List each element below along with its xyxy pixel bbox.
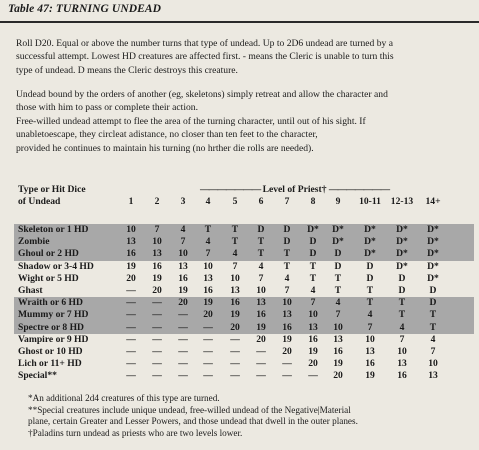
turn-value: D* <box>396 236 408 248</box>
turn-value: 19 <box>203 297 213 309</box>
turn-value: D <box>257 224 265 235</box>
turn-value: 7 <box>367 321 373 333</box>
turn-value: 19 <box>230 309 240 321</box>
turn-value: T <box>204 224 212 235</box>
turn-value: D <box>309 248 317 260</box>
turn-value: — <box>152 333 162 345</box>
turn-value: 20 <box>203 309 213 321</box>
rules-line: provided he continues to maintain his turning (no hrther die rolls are needed). <box>16 142 314 154</box>
turn-value: — <box>126 333 136 345</box>
turn-value: 7 <box>310 297 316 309</box>
turn-value: D <box>366 272 374 284</box>
turn-value: 19 <box>178 284 188 296</box>
turn-value: 7 <box>205 248 211 260</box>
turn-value: 19 <box>308 345 318 357</box>
turn-value: 4 <box>399 321 405 333</box>
turn-value: — <box>126 358 136 370</box>
turn-value: 16 <box>333 345 343 357</box>
turn-value: 10 <box>203 260 213 272</box>
turn-value: 4 <box>430 333 436 345</box>
turn-value: — <box>178 309 188 321</box>
turn-value: — <box>126 297 136 309</box>
turn-value: D <box>429 297 437 309</box>
intro-line: successful attempt. Lowest HD creatures are affected first. - means the Cleric is unable to turn this <box>16 51 394 63</box>
turn-value: T <box>283 248 291 260</box>
footnote: **Special creatures include unique undead, free-willed undead of the Negative|Material <box>28 404 351 415</box>
header-type-label: Type or Hit Dice <box>18 184 86 195</box>
turn-value: T <box>398 309 406 321</box>
turn-value: 19 <box>333 358 343 370</box>
turn-value: 10 <box>256 284 266 296</box>
rules-paragraph <box>16 88 476 155</box>
undead-type: Zombie <box>18 236 50 248</box>
turn-value: D <box>309 236 317 248</box>
turn-value: 16 <box>282 321 292 333</box>
turn-value: — <box>256 370 266 382</box>
footnote: *An additional 2d4 creatures of this type are turned. <box>28 393 220 403</box>
undead-type: Lich or 11+ HD <box>18 358 82 370</box>
turn-value: — <box>178 333 188 345</box>
turn-value: D* <box>427 272 439 284</box>
turning-table <box>14 182 474 382</box>
turn-value: — <box>178 358 188 370</box>
undead-type: Skeleton or 1 HD <box>18 224 89 235</box>
table-row <box>14 297 474 309</box>
turn-value: 16 <box>152 260 162 272</box>
turn-value: — <box>178 370 188 382</box>
turn-value: 20 <box>230 321 240 333</box>
table-row <box>14 346 474 358</box>
turn-value: 16 <box>397 370 407 382</box>
turn-value: — <box>230 358 240 370</box>
turn-value: 4 <box>232 248 238 260</box>
turn-value: 7 <box>258 272 264 284</box>
turn-value: — <box>282 358 292 370</box>
undead-type: Ghoul or 2 HD <box>18 248 79 260</box>
turn-value: 7 <box>335 309 341 321</box>
column-header: 4 <box>205 196 211 207</box>
column-header: 12-13 <box>390 196 414 207</box>
turn-value: 19 <box>152 272 162 284</box>
turn-value: — <box>203 370 213 382</box>
turn-value: — <box>230 370 240 382</box>
table-row <box>14 370 474 382</box>
table-row <box>14 285 474 297</box>
turn-value: — <box>126 370 136 382</box>
turn-value: T <box>334 272 342 284</box>
column-header: 6 <box>258 196 264 207</box>
turn-value: 13 <box>308 321 318 333</box>
column-headers <box>14 196 474 210</box>
turn-value: 7 <box>430 345 436 357</box>
rules-line: unabletoescape, they circleat adistance, no closer than ten feet to the character, <box>16 129 318 141</box>
turn-value: 10 <box>308 309 318 321</box>
footnote: plane, certain Greater and Lesser Powers, and those undead that dwell in the outer planes. <box>28 416 358 427</box>
turn-value: — <box>126 284 136 296</box>
turn-value: — <box>178 345 188 357</box>
rules-line: Undead bound by the orders of another (eg, skeletons) simply retreat and allow the character and <box>16 89 388 100</box>
turn-value: 20 <box>256 333 266 345</box>
turn-value: — <box>203 345 213 357</box>
turn-value: 4 <box>180 224 186 235</box>
turn-value: 16 <box>308 333 318 345</box>
turn-value: D <box>366 260 374 272</box>
turn-value: 10 <box>333 321 343 333</box>
turn-value: — <box>203 333 213 345</box>
turn-value: 13 <box>333 333 343 345</box>
turn-value: 16 <box>256 309 266 321</box>
turn-value: 10 <box>152 236 162 248</box>
turn-value: D <box>283 224 291 235</box>
turn-value: 13 <box>428 370 438 382</box>
turn-value: — <box>152 345 162 357</box>
turn-value: D* <box>427 260 439 272</box>
turn-value: 10 <box>365 333 375 345</box>
turn-value: D* <box>427 236 439 248</box>
undead-type: Wraith or 6 HD <box>18 297 83 309</box>
column-header: 1 <box>128 196 134 207</box>
turn-value: — <box>282 370 292 382</box>
turn-value: 20 <box>333 370 343 382</box>
undead-type: Spectre or 8 HD <box>18 321 84 333</box>
turn-value: T <box>231 236 239 248</box>
turn-value: 4 <box>310 284 316 296</box>
turn-value: 16 <box>178 272 188 284</box>
table-row <box>14 261 474 273</box>
turn-value: 19 <box>282 333 292 345</box>
footnote: †Paladins turn undead as priests who are two levels lower. <box>28 427 243 438</box>
table-row <box>14 236 474 248</box>
table-row <box>14 334 474 346</box>
turn-value: — <box>152 358 162 370</box>
header-undead-label: of Undead <box>18 196 61 207</box>
undead-type: Ghast <box>18 284 43 296</box>
turn-value: T <box>366 284 374 296</box>
undead-type: Vampire or 9 HD <box>18 333 89 345</box>
turn-value: 13 <box>256 297 266 309</box>
turn-value: T <box>231 224 239 235</box>
turn-value: D <box>398 284 406 296</box>
column-header: 9 <box>335 196 341 207</box>
turn-value: 4 <box>367 309 373 321</box>
level-header <box>200 184 389 195</box>
table-row <box>14 309 474 321</box>
intro-paragraph <box>16 37 476 77</box>
turn-value: 4 <box>205 236 211 248</box>
turn-value: D* <box>332 224 344 235</box>
rules-line: those with him to pass or complete their action. <box>16 102 198 114</box>
turn-value: — <box>152 370 162 382</box>
turn-value: — <box>126 321 136 333</box>
turn-value: 10 <box>428 358 438 370</box>
turn-value: T <box>366 297 374 309</box>
rules-line: Free-willed undead attempt to flee the area of the turning character, until out of his sight. If <box>16 115 366 127</box>
turn-value: 7 <box>399 333 405 345</box>
turn-value: T <box>257 236 265 248</box>
turn-value: D <box>334 260 342 272</box>
turn-value: 10 <box>230 272 240 284</box>
turn-value: 16 <box>203 284 213 296</box>
turn-value: T <box>283 260 291 272</box>
turn-value: 7 <box>284 284 290 296</box>
footnotes <box>28 393 478 439</box>
turn-value: D* <box>332 236 344 248</box>
turn-value: 13 <box>152 248 162 260</box>
turn-value: 13 <box>230 284 240 296</box>
turn-value: — <box>230 333 240 345</box>
turn-value: D* <box>364 248 376 260</box>
turn-value: 19 <box>365 370 375 382</box>
level-dashes-right: ——————— <box>328 184 390 195</box>
turn-value: — <box>178 321 188 333</box>
table-header <box>14 182 474 224</box>
turn-value: D <box>334 248 342 260</box>
turn-value: — <box>256 358 266 370</box>
turn-value: 20 <box>126 272 136 284</box>
turn-value: D <box>283 236 291 248</box>
turn-value: 16 <box>126 248 136 260</box>
turn-value: — <box>152 309 162 321</box>
turn-value: D* <box>396 260 408 272</box>
turn-value: 13 <box>397 358 407 370</box>
turn-value: 20 <box>282 345 292 357</box>
turn-value: 13 <box>203 272 213 284</box>
turn-value: D* <box>364 224 376 235</box>
column-header: 2 <box>154 196 160 207</box>
turn-value: D* <box>396 248 408 260</box>
turn-value: D <box>429 284 437 296</box>
table-row <box>14 273 474 285</box>
undead-type: Wight or 5 HD <box>18 272 79 284</box>
table-title: Table 47: TURNING UNDEAD <box>8 3 162 15</box>
turn-value: 10 <box>397 345 407 357</box>
turn-value: — <box>152 321 162 333</box>
turn-value: D <box>398 272 406 284</box>
turn-value: 4 <box>284 272 290 284</box>
turn-value: D* <box>427 248 439 260</box>
turn-value: 20 <box>152 284 162 296</box>
table-row <box>14 224 474 236</box>
turn-value: D* <box>364 236 376 248</box>
undead-type: Mummy or 7 HD <box>18 309 89 321</box>
turn-value: 7 <box>154 224 160 235</box>
turn-value: 13 <box>126 236 136 248</box>
turn-value: 16 <box>365 358 375 370</box>
column-header: 10-11 <box>359 196 381 207</box>
column-header: 7 <box>284 196 290 207</box>
turn-value: 19 <box>256 321 266 333</box>
turn-value: T <box>398 297 406 309</box>
column-header: 5 <box>232 196 238 207</box>
turn-value: — <box>308 370 318 382</box>
turn-value: 10 <box>282 297 292 309</box>
turn-value: T <box>309 272 317 284</box>
turn-value: 13 <box>365 345 375 357</box>
title-divider <box>0 21 479 23</box>
turn-value: D* <box>307 224 319 235</box>
turn-value: 4 <box>335 297 341 309</box>
table-body <box>14 224 474 382</box>
turn-value: 13 <box>178 260 188 272</box>
intro-line: Roll D20. Equal or above the number turns that type of undead. Up to 2D6 undead are turned by a <box>16 38 393 49</box>
column-header: 3 <box>180 196 186 207</box>
turn-value: — <box>230 345 240 357</box>
undead-type: Special** <box>18 370 57 382</box>
level-header-label: Level of Priest† <box>262 184 327 195</box>
table-row <box>14 248 474 260</box>
turn-value: T <box>429 321 437 333</box>
undead-type: Ghost or 10 HD <box>18 345 83 357</box>
turn-value: 10 <box>178 248 188 260</box>
undead-type: Shadow or 3-4 HD <box>18 260 94 272</box>
turn-value: 4 <box>258 260 264 272</box>
turn-value: — <box>126 309 136 321</box>
turn-value: 20 <box>308 358 318 370</box>
turn-value: 20 <box>178 297 188 309</box>
turn-value: T <box>429 309 437 321</box>
column-header: 14+ <box>425 196 441 207</box>
turn-value: 7 <box>180 236 186 248</box>
turn-value: — <box>203 321 213 333</box>
turn-value: — <box>126 345 136 357</box>
turn-value: T <box>309 260 317 272</box>
turn-value: 10 <box>126 224 136 235</box>
turn-value: T <box>257 248 265 260</box>
turn-value: T <box>334 284 342 296</box>
turn-value: D* <box>396 224 408 235</box>
turn-value: 16 <box>230 297 240 309</box>
turn-value: 13 <box>282 309 292 321</box>
level-dashes-left: ——————— <box>200 184 261 195</box>
column-header: 8 <box>310 196 316 207</box>
turn-value: — <box>203 358 213 370</box>
turn-value: 7 <box>232 260 238 272</box>
intro-line: type of undead. D means the Cleric destroys this creature. <box>16 64 238 76</box>
turn-value: 19 <box>126 260 136 272</box>
table-row <box>14 358 474 370</box>
turn-value: — <box>256 345 266 357</box>
turn-value: — <box>152 297 162 309</box>
table-row <box>14 322 474 334</box>
turn-value: D* <box>427 224 439 235</box>
